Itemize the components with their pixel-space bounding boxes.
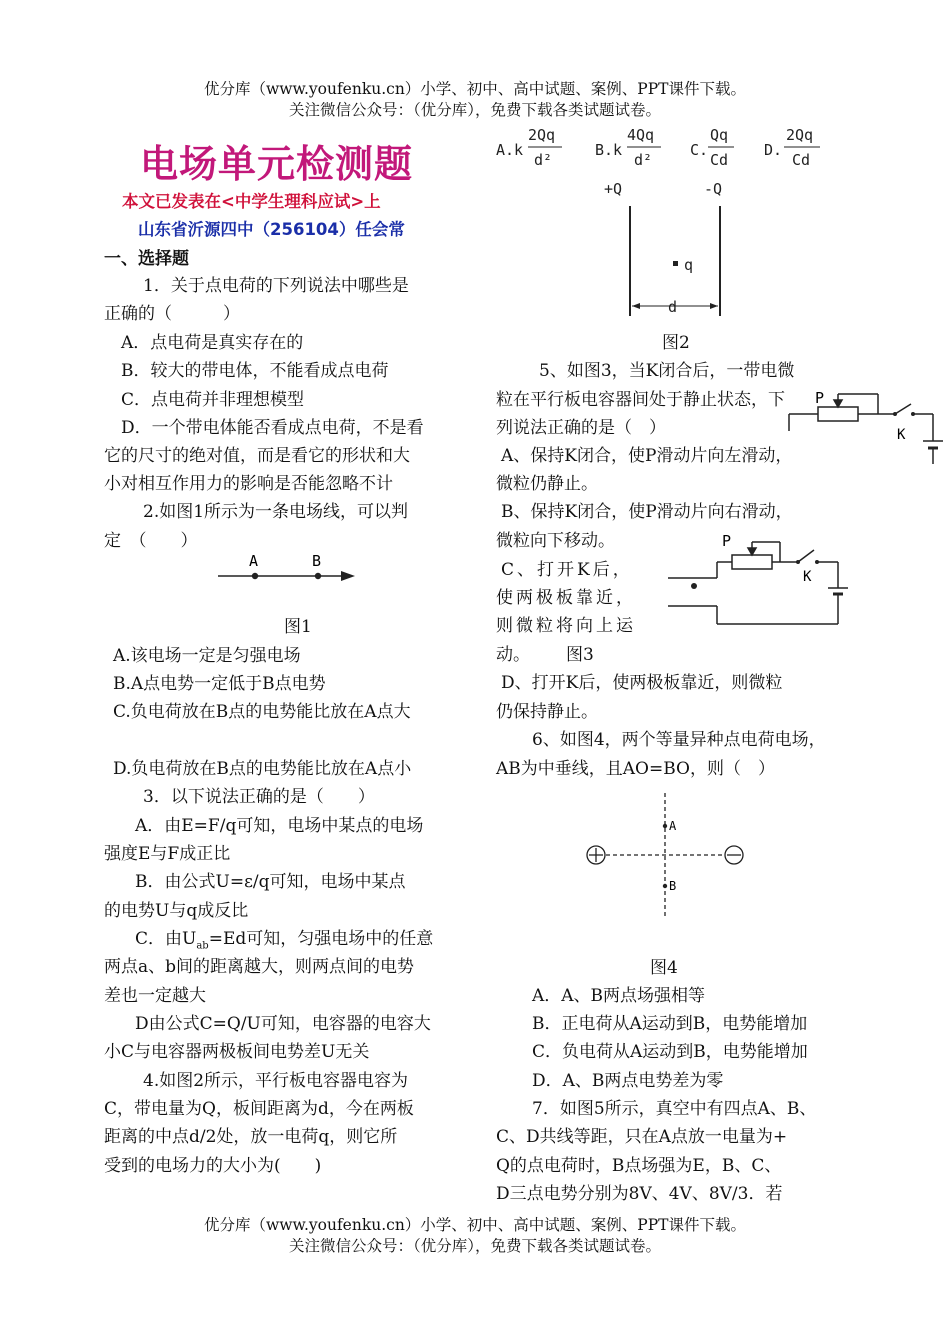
label-p: P [722, 532, 732, 550]
q5-option-c: 则微粒将向上运 [496, 616, 636, 636]
q3-option-c: C．由$U_{ab}=Ed$可知，匀强电场中的任意 [135, 929, 434, 952]
label-p: P [815, 389, 825, 407]
figure-3-circuit [660, 528, 860, 628]
q2-option-a: A.该电场一定是匀强电场 [113, 646, 301, 666]
q4-option-a-den: d² [534, 151, 553, 169]
q4-option-d-label: D. [764, 141, 783, 159]
q5-option-b: 微粒向下移动。 [496, 531, 615, 551]
charge-label: q [684, 256, 694, 274]
q4-text: 受到的电场力的大小为( ) [104, 1156, 322, 1176]
charge-dot [673, 261, 678, 266]
figure-1-field-line [215, 550, 360, 585]
q4-option-a-num: 2Qq [528, 126, 556, 144]
figure-3-caption: 图3 [566, 645, 594, 665]
q2-text: 定 （ ） [104, 531, 198, 551]
point-a [663, 824, 667, 828]
figure-2-capacitor [600, 178, 740, 323]
q5-text: 5、如图3，当K闭合后，一带电微 [539, 361, 795, 381]
q3-option-a: 强度E与F成正比 [104, 844, 231, 864]
label-k: K [897, 427, 906, 443]
q4-option-c-num: Qq [710, 126, 729, 144]
q4-option-b-num: 4Qq [627, 126, 655, 144]
q5-text: 粒在平行板电容器间处于静止状态，下 [496, 390, 785, 410]
q1-text: 1．关于点电荷的下列说法中哪些是 [143, 276, 409, 296]
q4-text: 4.如图2所示，平行板电容器电容为 [143, 1071, 409, 1091]
q5-text: 列说法正确的是（ ） [496, 418, 666, 438]
q7-text: Q的点电荷时，B点场强为E，B、C、 [496, 1156, 782, 1176]
figure-3-circuit-upper [783, 386, 948, 466]
q2-text: 2.如图1所示为一条电场线，可以判 [143, 502, 409, 522]
q4-option-d-num: 2Qq [786, 126, 814, 144]
q6-text: AB为中垂线，且AO=BO，则（ ） [496, 759, 775, 779]
label-k: K [803, 569, 812, 585]
q4-option-c-den: Cd [710, 151, 729, 169]
q5-option-c: 使两极板靠近， [496, 588, 636, 608]
q2-option-d: D.负电荷放在B点的电势能比放在A点小 [113, 759, 412, 779]
q6-option-b: B．正电荷从A运动到B，电势能增加 [532, 1014, 808, 1034]
section-heading: 一、选择题 [104, 249, 189, 269]
q3-option-d: 小C与电容器两极板间电势差U无关 [104, 1042, 370, 1062]
q3-option-b: 的电势U与q成反比 [104, 901, 249, 921]
published-note: 本文已发表在<中学生理科应试>上 [122, 192, 381, 211]
q7-text: 7．如图5所示，真空中有四点A、B、 [532, 1099, 817, 1119]
q1-option-d: 它的尺寸的绝对值，而是看它的形状和大 [104, 446, 410, 466]
q3-option-d: D由公式C=Q/U可知，电容器的电容大 [135, 1014, 431, 1034]
document-title: 电场单元检测题 [140, 142, 414, 186]
q4-option-b-label: B.k [595, 141, 623, 159]
figure-4-charges [584, 790, 749, 920]
point-b [315, 573, 321, 579]
q5-option-a: A、保持K闭合，使P滑动片向左滑动， [501, 446, 793, 466]
header-line-1: 优分库（www.youfenku.cn）小学、初中、高中试题、案例、PPT课件下载。 [203, 80, 747, 98]
label-a: A [249, 552, 259, 570]
header-line-2: 关注微信公众号：（优分库），免费下载各类试题试卷。 [288, 101, 661, 119]
q5-option-a: 微粒仍静止。 [496, 474, 598, 494]
q5-option-c: 动。 [496, 645, 530, 665]
q4-text: C，带电量为Q，板间距离为d，今在两板 [104, 1099, 414, 1119]
footer-line-1: 优分库（www.youfenku.cn）小学、初中、高中试题、案例、PPT课件下载。 [203, 1216, 747, 1234]
plate-minus-label: -Q [704, 180, 723, 198]
q5-option-c: C、打开K后， [501, 560, 633, 580]
distance-label: d [668, 298, 678, 316]
author-line: 山东省沂源四中（256104）任会常 [138, 220, 405, 239]
figure-1-caption: 图1 [284, 617, 312, 637]
q6-option-a: A．A、B两点场强相等 [532, 986, 706, 1006]
particle-dot [691, 583, 697, 589]
point-b [663, 884, 667, 888]
q7-text: C、D共线等距，只在A点放一电量为+ [496, 1127, 788, 1147]
q4-option-d-den: Cd [792, 151, 811, 169]
q1-option-d: 小对相互作用力的影响是否能忽略不计 [104, 474, 393, 494]
q1-text: 正确的（ ） [104, 304, 240, 324]
q3-option-a: A．由E=F/q可知，电场中某点的电场 [135, 816, 424, 836]
q4-text: 距离的中点d/2处，放一电荷q，则它所 [104, 1127, 398, 1147]
label-a: A [669, 819, 677, 833]
q1-option-b: B．较大的带电体，不能看成点电荷 [121, 361, 389, 381]
rheostat [732, 555, 772, 569]
q4-option-c-label: C. [690, 141, 709, 159]
q2-option-b: B.A点电势一定低于B点电势 [113, 674, 326, 694]
q5-option-d: D、打开K后，使两极板靠近，则微粒 [501, 673, 783, 693]
figure-4-caption: 图4 [650, 958, 678, 978]
q3-option-c: 差也一定越大 [104, 986, 206, 1006]
q1-option-a: A．点电荷是真实存在的 [121, 333, 304, 353]
q5-option-b: B、保持K闭合，使P滑动片向右滑动， [501, 502, 793, 522]
q1-option-c: C．点电荷并非理想模型 [121, 390, 305, 410]
plate-plus-label: +Q [604, 180, 623, 198]
footer-line-2: 关注微信公众号：（优分库），免费下载各类试题试卷。 [288, 1237, 661, 1255]
q5-option-d: 仍保持静止。 [496, 702, 598, 722]
q4-option-b-den: d² [634, 151, 653, 169]
label-b: B [312, 552, 322, 570]
q4-options [494, 124, 824, 174]
q3-option-c: 两点a、b间的距离越大，则两点间的电势 [104, 957, 415, 977]
figure-2-caption: 图2 [662, 333, 690, 353]
label-b: B [669, 879, 677, 893]
q4-option-a-label: A.k [496, 141, 524, 159]
point-a [252, 573, 258, 579]
q7-text: D三点电势分别为8V、4V、8V/3．若 [496, 1184, 783, 1204]
q3-option-b: B．由公式U=ε/q可知，电场中某点 [135, 872, 406, 892]
q6-option-c: C．负电荷从A运动到B，电势能增加 [532, 1042, 808, 1062]
q6-text: 6、如图4，两个等量异种点电荷电场， [532, 730, 826, 750]
q3-text: 3．以下说法正确的是（ ） [143, 787, 375, 807]
q1-option-d: D．一个带电体能否看成点电荷，不是看 [121, 418, 424, 438]
q6-option-d: D．A、B两点电势差为零 [532, 1071, 724, 1091]
q2-option-c: C.负电荷放在B点的电势能比放在A点大 [113, 702, 411, 722]
